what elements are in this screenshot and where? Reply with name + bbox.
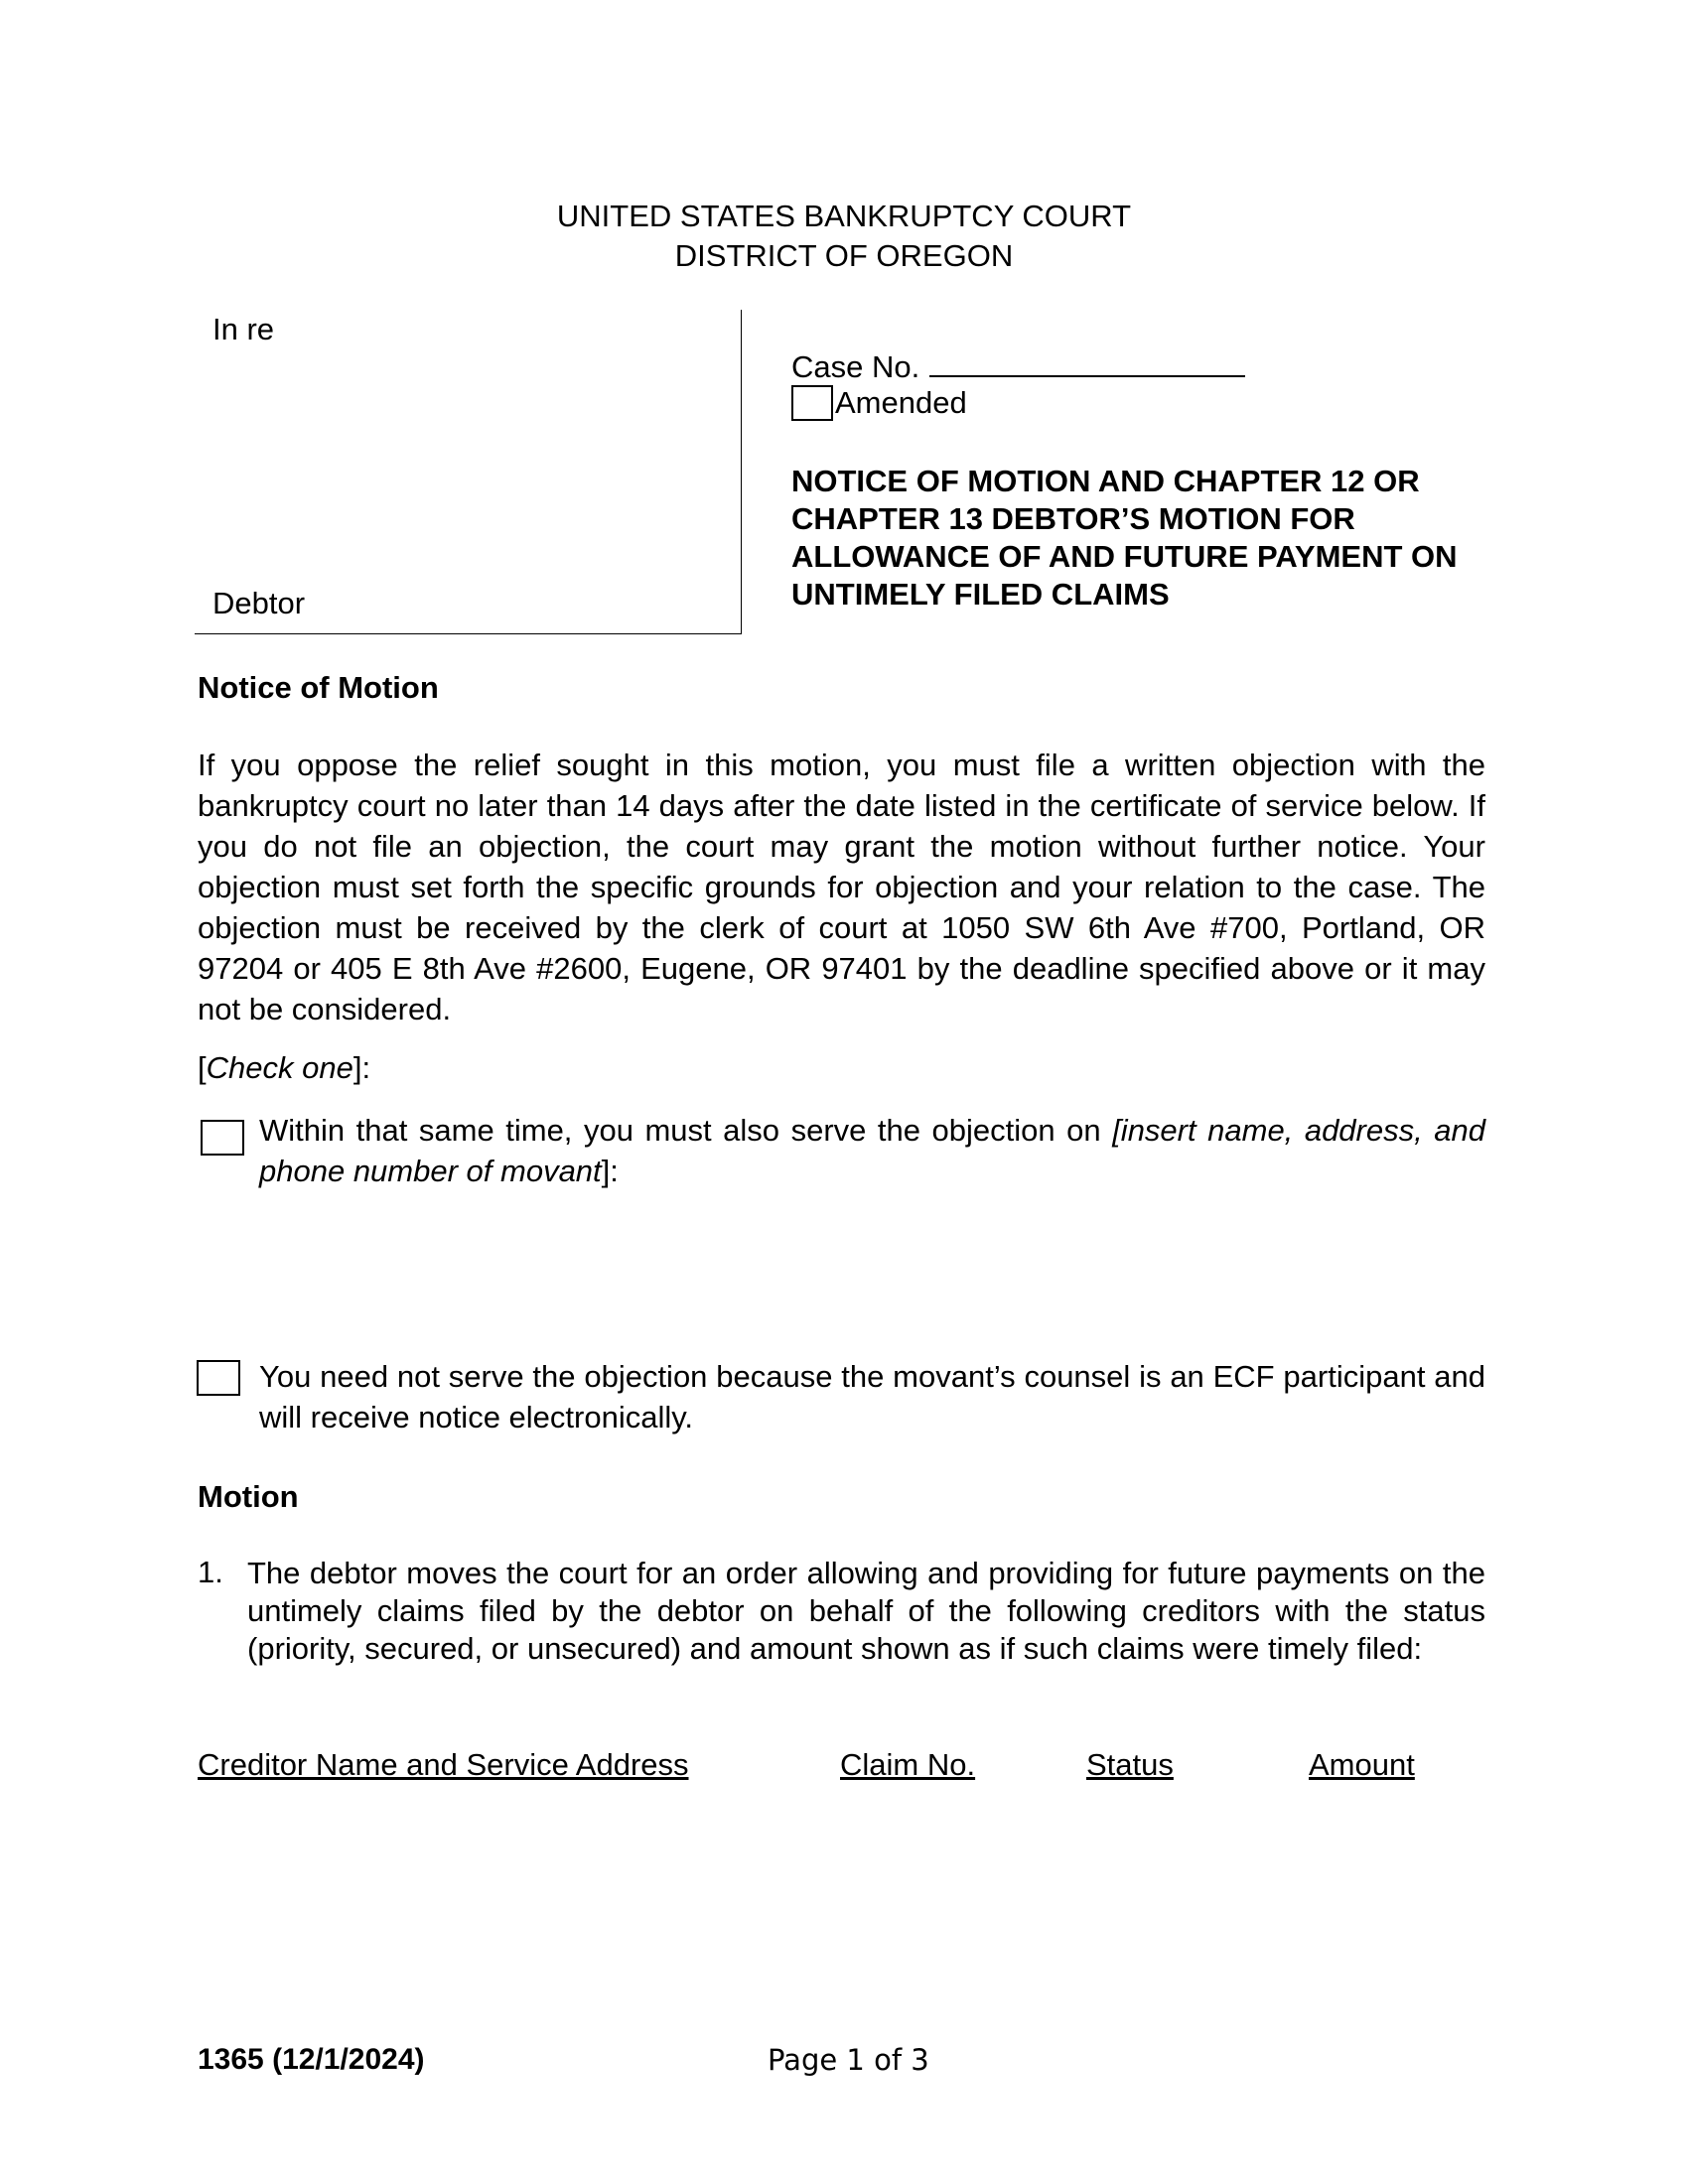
column-claim-no: Claim No. <box>840 1747 976 1782</box>
form-number: 1365 (12/1/2024) <box>198 2043 425 2076</box>
case-number-field <box>791 349 1245 385</box>
option1-text: Within that same time, you must also serve the objection on [insert name, address, and phone number of movant]: <box>259 1113 1485 1188</box>
option2-checkbox-wrap <box>197 1360 240 1401</box>
check-one-italic: Check one <box>206 1050 353 1085</box>
page-number: Page 1 of 3 <box>768 2043 929 2077</box>
notice-heading: Notice of Motion <box>198 670 439 705</box>
in-re-label: In re <box>212 312 275 346</box>
case-number-label: Case No. <box>791 349 920 384</box>
option1-checkbox[interactable] <box>201 1120 244 1156</box>
check-one-instruction: [Check one]: <box>198 1050 371 1085</box>
case-caption-box <box>195 310 742 634</box>
item1-number: 1. <box>198 1555 223 1589</box>
option1-placeholder: [insert name, address, and phone number of movant <box>259 1113 1485 1188</box>
option1-checkbox-wrap <box>201 1120 244 1160</box>
notice-paragraph: If you oppose the relief sought in this motion, you must file a written objection with the bankruptcy court no later than 14 days after the date listed in the certificate of service below. If you do not file an objection, the court may grant the motion without further notice. Your objection must set forth the specific grounds for objection and your relation to the case. The objection must be received by the clerk of court at 1050 SW 6th Ave #700, Portland, OR 97204 or 405 E 8th Ave #2600, Eugene, OR 97401 by the deadline specified above or it may not be considered. <box>198 748 1485 1026</box>
column-creditor: Creditor Name and Service Address <box>198 1747 689 1782</box>
debtor-label: Debtor <box>212 586 306 620</box>
document-title: NOTICE OF MOTION AND CHAPTER 12 OR CHAPTER 13 DEBTOR’S MOTION FOR ALLOWANCE OF AND FUTURE PAYMENT ON UNTIMELY FILED CLAIMS <box>791 464 1458 612</box>
court-name: UNITED STATES BANKRUPTCY COURT <box>556 199 1132 233</box>
amended-checkbox[interactable] <box>791 385 833 421</box>
option2-text: You need not serve the objection because the movant’s counsel is an ECF participant and will receive notice electronically. <box>259 1359 1485 1434</box>
column-amount: Amount <box>1309 1747 1415 1782</box>
option2-checkbox[interactable] <box>197 1360 240 1396</box>
amended-label: Amended <box>835 385 967 420</box>
case-number-input[interactable] <box>929 349 1245 377</box>
court-district: DISTRICT OF OREGON <box>674 238 1014 273</box>
amended-row <box>791 385 967 421</box>
item1-text: The debtor moves the court for an order allowing and providing for future payments on the untimely claims filed by the debtor on behalf of the following creditors with the status (priority, secured, or unsecured) and amount shown as if such claims were timely filed: <box>247 1556 1485 1666</box>
motion-heading: Motion <box>198 1479 299 1514</box>
column-status: Status <box>1086 1747 1174 1782</box>
